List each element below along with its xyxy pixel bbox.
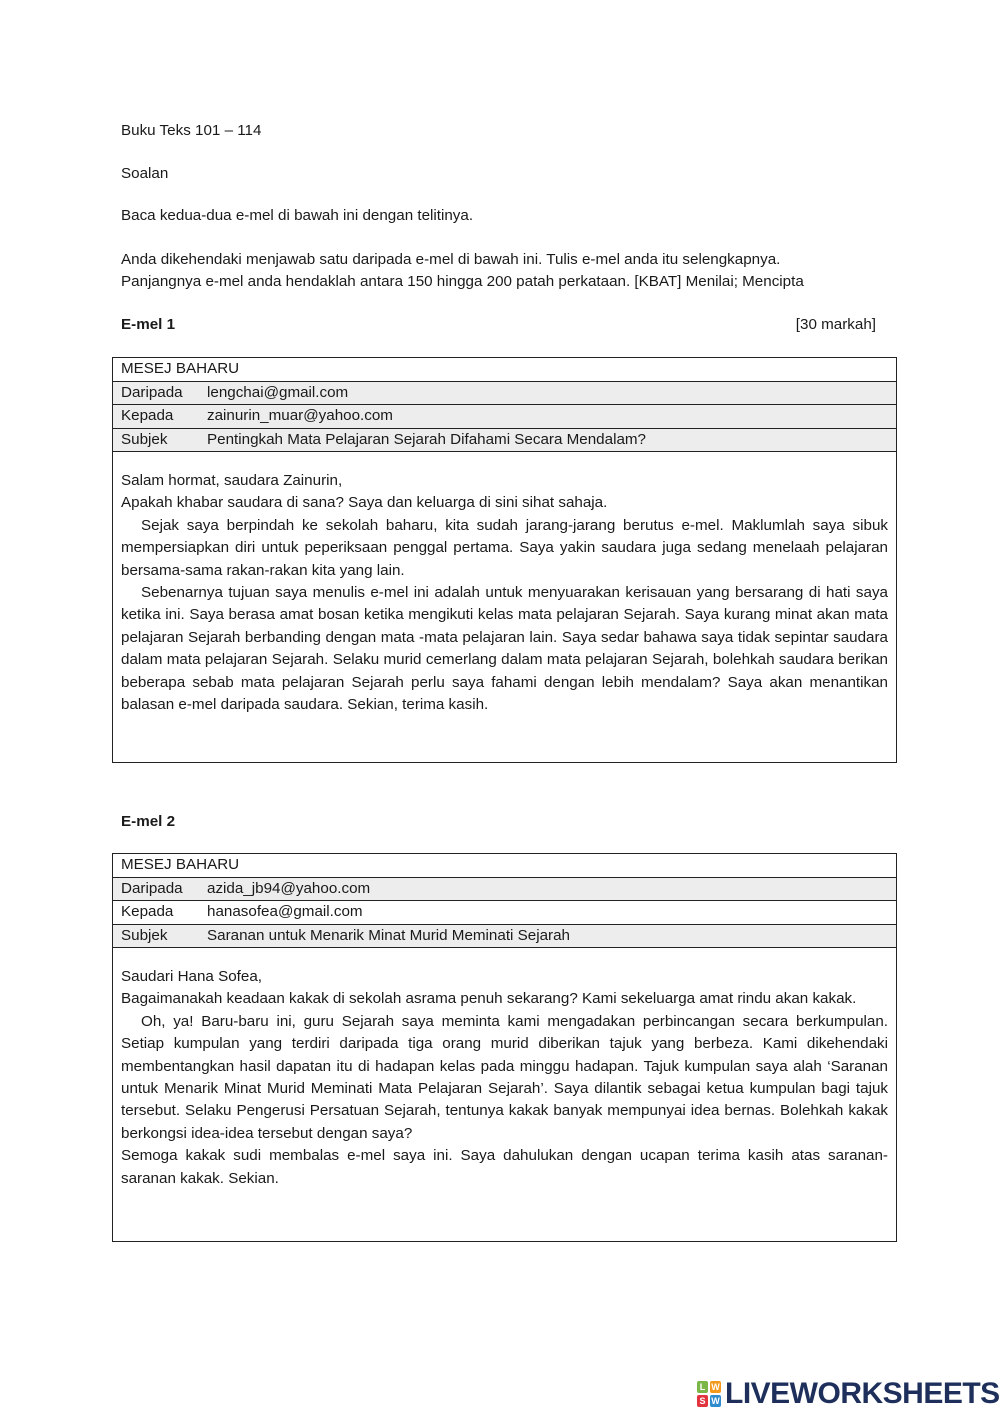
email2-to-row [113, 901, 896, 925]
instruction-task-line-1: Anda dikehendaki menjawab satu daripada e-mel di bawah ini. Tulis e-mel anda itu selengkapnya. [121, 251, 781, 268]
question-label: Soalan [121, 165, 169, 182]
email1-paragraph-2: Sebenarnya tujuan saya menulis e-mel ini adalah untuk menyuarakan kerisauan yang bersarang di hati saya ketika ini. Saya berasa amat bosan ketika mengikuti kelas mata pelajaran Sejarah. Saya kurang minat akan mata pelajaran Sejarah berbanding dengan mata -mata pelajaran lain. Saya sedar bahawa saya tidak sepintar saudara dalam mata pelajaran Sejarah. Selaku murid cemerlang dalam mata pelajaran Sejarah, bolehkah saudara berikan beberapa sebab mata pelajaran Sejarah perlu saya fahami dengan lebih mendalam? Saya akan menantikan balasan e-mel daripada saudara. Sekian, terima kasih. [121, 584, 888, 714]
liveworksheets-logo-icon: L W S W [697, 1379, 723, 1409]
liveworksheets-logo[interactable] [697, 1377, 1000, 1411]
to-value: hanasofea@gmail.com [207, 903, 363, 920]
email2-from-row [113, 878, 896, 902]
email2-paragraph-1: Oh, ya! Baru-baru ini, guru Sejarah saya meminta kami mengadakan perbincangan secara berkumpulan. Setiap kumpulan yang terdiri daripada tiga orang murid diberikan tajuk yang berbeza. Kami dikehendaki membentangkan hasil dapatan itu di hadapan kelas pada minggu hadapan. Tajuk kumpulan saya alah ‘Saranan untuk Menarik Minat Murid Meminati Mata Pelajaran Sejarah’. Saya dilantik sebagai ketua kumpulan bagi tajuk tersebut. Selaku Pengerusi Persatuan Sejarah, tentunya kakak banyak mempunyai idea bernas. Bolehkah kakak berkongsi idea-idea tersebut dengan saya? [121, 1012, 888, 1142]
liveworksheets-logo-text: LIVEWORKSHEETS [725, 1377, 1000, 1410]
email1-to-row [113, 405, 896, 429]
from-value: lengchai@gmail.com [207, 383, 349, 401]
subject-label: Subjek [121, 926, 168, 944]
email1-paragraph-1: Sejak saya berpindah ke sekolah baharu, kita sudah jarang-jarang berutus e-mel. Maklumlah saya sibuk mempersiapkan diri untuk peperiksaan penggal pertama. Saya yakin saudara juga sedang menelaah pelajaran bersama-sama rakan-rakan kita yang lain. [121, 516, 888, 579]
email1-greeting: Salam hormat, saudara Zainurin, [121, 472, 343, 489]
instruction-read: Baca kedua-dua e-mel di bawah ini dengan telitinya. [121, 207, 474, 224]
email2-greeting: Saudari Hana Sofea, [121, 968, 263, 985]
from-label: Daripada [121, 879, 183, 897]
email1-heading: E-mel 1 [121, 316, 176, 333]
email1-title: MESEJ BAHARU [113, 358, 896, 382]
to-label: Kepada [121, 407, 174, 424]
email2-box [112, 853, 897, 1242]
email2-opening-line: Bagaimanakah keadaan kakak di sekolah asrama penuh sekarang? Kami sekeluarga amat rindu akan kakak. [121, 990, 857, 1008]
to-value: zainurin_muar@yahoo.com [207, 407, 393, 424]
from-label: Daripada [121, 383, 183, 401]
email1-body [113, 452, 896, 762]
book-reference: Buku Teks 101 – 114 [121, 122, 262, 139]
instruction-task-line-2: Panjangnya e-mel anda hendaklah antara 150 hingga 200 patah perkataan. [KBAT] Menilai; Mencipta [121, 273, 804, 290]
email1-subject-row [113, 429, 896, 453]
subject-value: Saranan untuk Menarik Minat Murid Meminati Sejarah [207, 926, 570, 944]
email1-opening-line: Apakah khabar saudara di sana? Saya dan keluarga di sini sihat sahaja. [121, 494, 608, 512]
email1-from-row [113, 382, 896, 406]
email2-title: MESEJ BAHARU [113, 854, 896, 878]
email2-paragraph-2: Semoga kakak sudi membalas e-mel saya ini. Saya dahulukan dengan ucapan terima kasih atas saranan-saranan kakak. Sekian. [121, 1147, 888, 1187]
email1-box [112, 357, 897, 763]
from-value: azida_jb94@yahoo.com [207, 879, 371, 897]
subject-value: Pentingkah Mata Pelajaran Sejarah Difahami Secara Mendalam? [207, 430, 646, 448]
marks-label: [30 markah] [795, 316, 876, 333]
email2-heading: E-mel 2 [121, 813, 176, 830]
subject-label: Subjek [121, 430, 168, 448]
email2-body [113, 948, 896, 1241]
email2-subject-row [113, 925, 896, 949]
to-label: Kepada [121, 903, 174, 920]
